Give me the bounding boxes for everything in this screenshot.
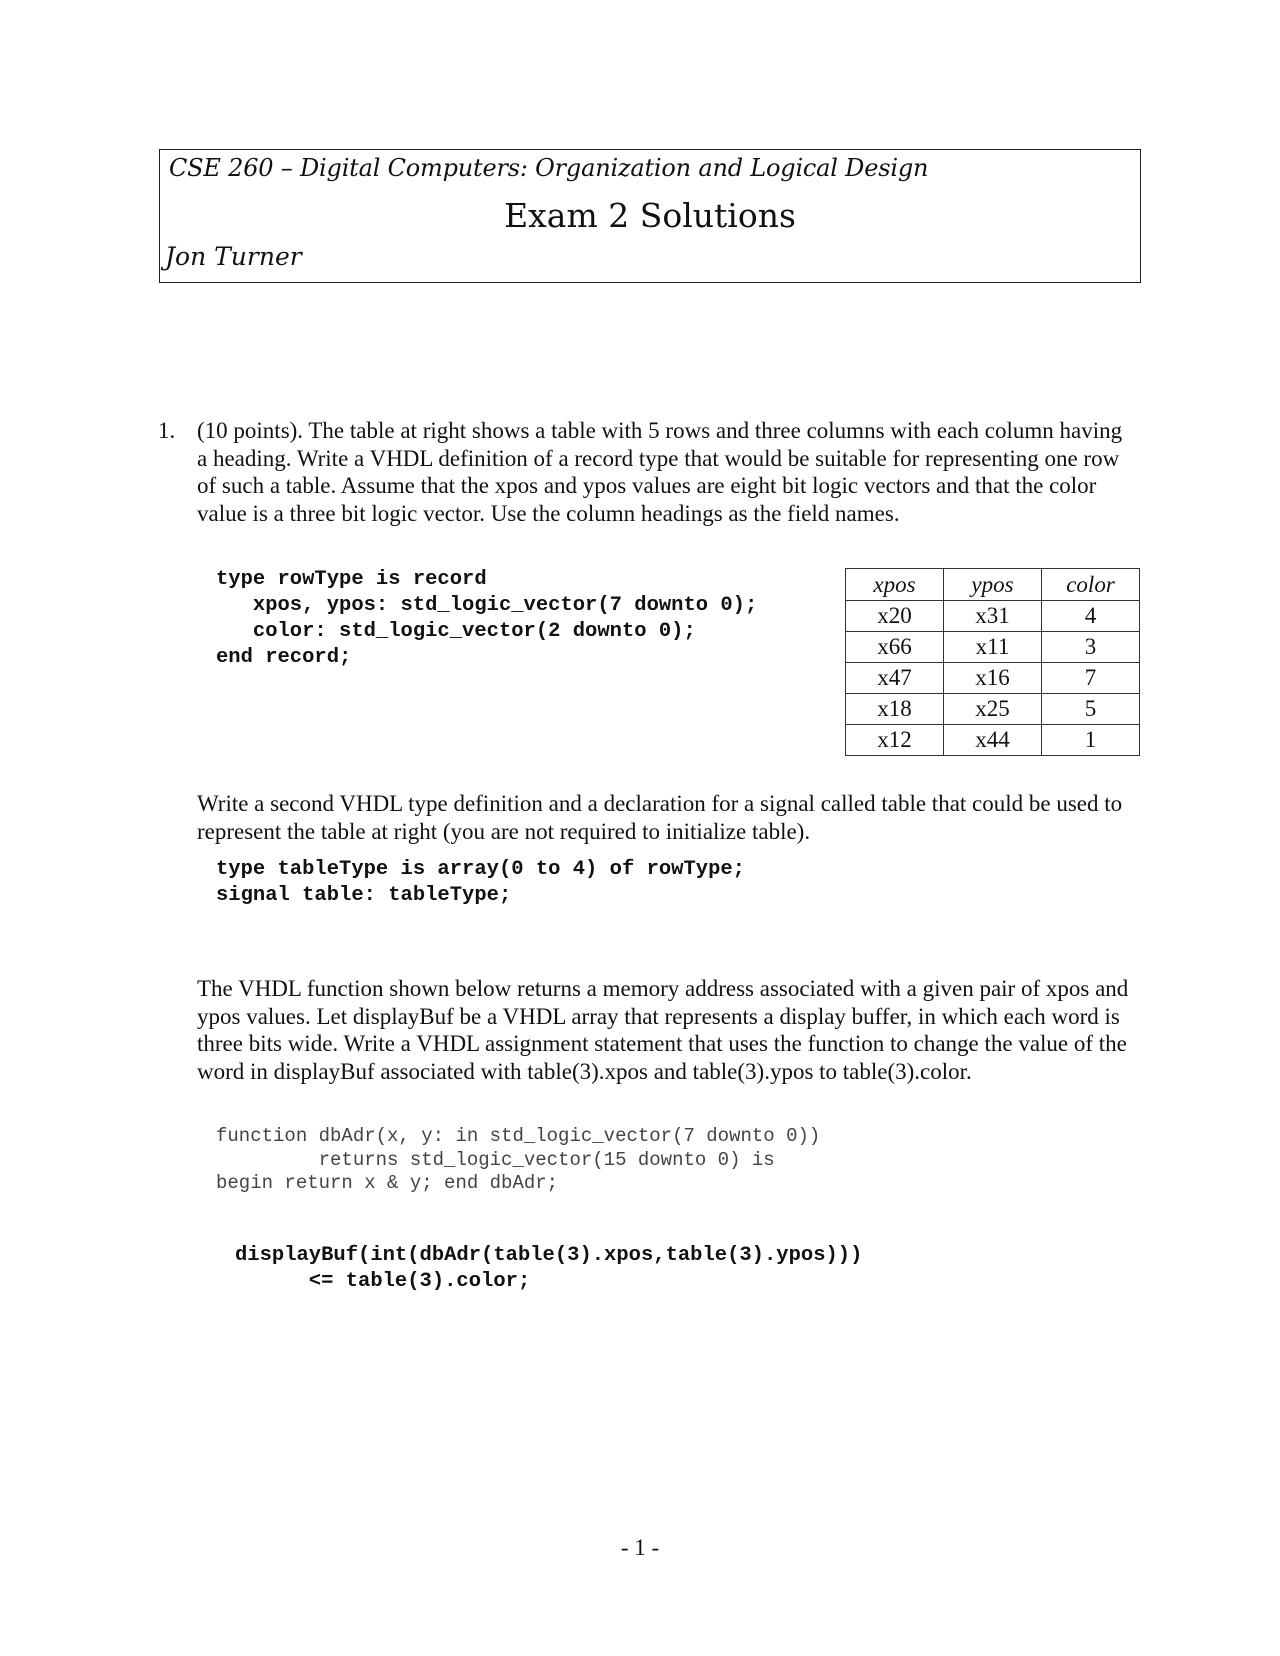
table-cell: x12 bbox=[846, 725, 944, 756]
data-table bbox=[845, 568, 1140, 756]
table-cell: 5 bbox=[1042, 694, 1140, 725]
code-line: type rowType is record bbox=[216, 568, 487, 591]
table-cell: x16 bbox=[944, 663, 1042, 694]
table-header-row bbox=[846, 569, 1140, 601]
table-cell: x18 bbox=[846, 694, 944, 725]
table-cell: x44 bbox=[944, 725, 1042, 756]
code-line: displayBuf(int(dbAdr(table(3).xpos,table(3).ypos))) bbox=[235, 1244, 863, 1267]
table-cell: x11 bbox=[944, 632, 1042, 663]
code-line: signal table: tableType; bbox=[216, 884, 512, 907]
table-row bbox=[846, 632, 1140, 663]
table-cell: x47 bbox=[846, 663, 944, 694]
table-cell: x31 bbox=[944, 601, 1042, 632]
code-line: type tableType is array(0 to 4) of rowType; bbox=[216, 858, 745, 881]
table-row bbox=[846, 663, 1140, 694]
answer-record-type bbox=[216, 567, 757, 671]
table-cell: 7 bbox=[1042, 663, 1140, 694]
table-cell: 1 bbox=[1042, 725, 1140, 756]
question-part3: The VHDL function shown below returns a memory address associated with a given pair of xpos and ypos values. Let displayBuf be a VHDL array that represents a display buffer, in which each word is three bits wide. Write a VHDL assignment statement that uses the function to change the value of the word in displayBuf associated with table(3).xpos and table(3).ypos to table(3).color. bbox=[197, 976, 1129, 1084]
answer-table-type bbox=[216, 857, 745, 909]
question-number: 1. bbox=[158, 418, 176, 443]
table-cell: x20 bbox=[846, 601, 944, 632]
page-number: - 1 - bbox=[620, 1535, 660, 1560]
author-name: Jon Turner bbox=[165, 242, 302, 271]
answer-assignment bbox=[235, 1243, 862, 1295]
code-line: function dbAdr(x, y: in std_logic_vector(7 downto 0)) bbox=[216, 1125, 821, 1147]
code-line: begin return x & y; end dbAdr; bbox=[216, 1172, 559, 1194]
code-line: end record; bbox=[216, 646, 352, 669]
code-line: returns std_logic_vector(15 downto 0) is bbox=[216, 1148, 775, 1171]
given-function-code bbox=[216, 1125, 820, 1196]
table-row bbox=[846, 725, 1140, 756]
code-line: xpos, ypos: std_logic_vector(7 downto 0); bbox=[216, 594, 758, 617]
table-row bbox=[846, 601, 1140, 632]
table-header: color bbox=[1042, 569, 1140, 601]
table-header: xpos bbox=[846, 569, 944, 601]
page-title: Exam 2 Solutions bbox=[504, 196, 796, 235]
code-line: color: std_logic_vector(2 downto 0); bbox=[216, 620, 696, 643]
code-line: <= table(3).color; bbox=[235, 1270, 531, 1293]
table-cell: x25 bbox=[944, 694, 1042, 725]
table-row bbox=[846, 694, 1140, 725]
table-cell: 4 bbox=[1042, 601, 1140, 632]
question-part2: Write a second VHDL type definition and a declaration for a signal called table that could be used to represent the table at right (you are not required to initialize table). bbox=[197, 791, 1123, 844]
question-intro: (10 points). The table at right shows a table with 5 rows and three columns with each column having a heading. Write a VHDL definition of a record type that would be suitable for representing one row of such a table. Assume that the xpos and ypos values are eight bit logic vectors and that the color value is a three bit logic vector. Use the column headings as the field names. bbox=[197, 418, 1123, 526]
table-cell: x66 bbox=[846, 632, 944, 663]
table-header: ypos bbox=[944, 569, 1042, 601]
header-box bbox=[159, 149, 1141, 283]
course-title: CSE 260 – Digital Computers: Organization and Logical Design bbox=[169, 154, 929, 182]
table-cell: 3 bbox=[1042, 632, 1140, 663]
